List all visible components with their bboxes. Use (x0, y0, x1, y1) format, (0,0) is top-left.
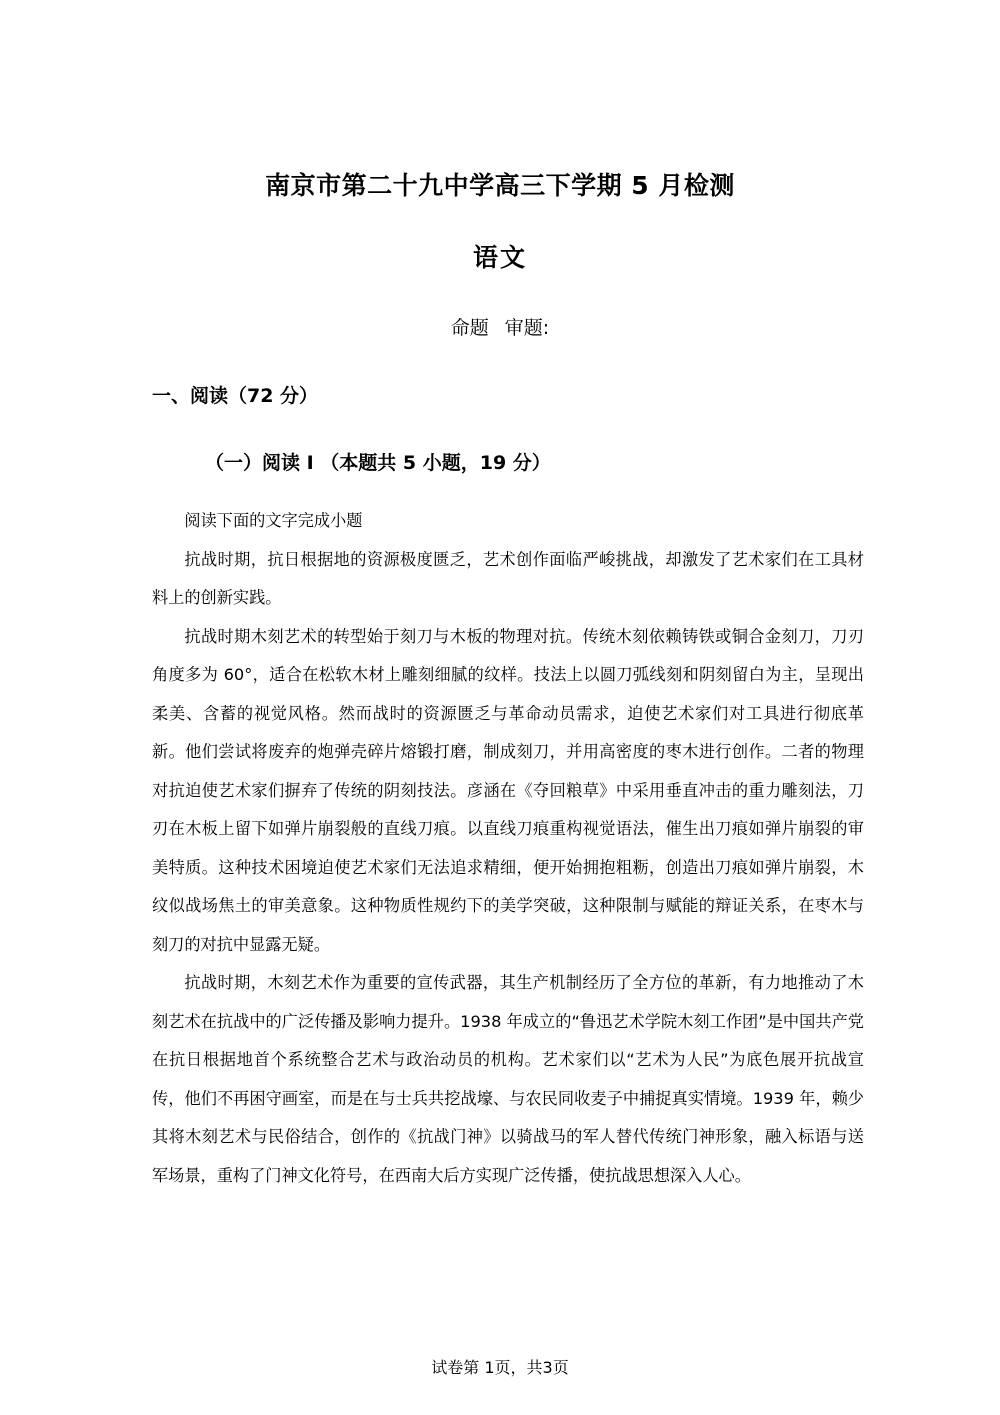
section-heading: 一、阅读（72 分） (152, 385, 319, 407)
subsection-heading: （一）阅读 I （本题共 5 小题，19 分） (205, 452, 551, 474)
reading-passage (152, 502, 864, 1195)
instruction-paragraph: 阅读下面的文字完成小题 (184, 511, 363, 530)
reviewer-label: 审题: (504, 317, 550, 339)
passage-paragraph: 抗战时期，木刻艺术作为重要的宣传武器，其生产机制经历了全方位的革新，有力地推动了木刻艺术在抗战中的广泛传播及影响力提升。1938 年成立的“鲁迅艺术学院木刻工作团”是中国共产党在抗日根据地首个系统整合艺术与政治动员的机构。艺术家们以“艺术为人民”为底色展开抗战宣传，他们不再困守画室，而是在与士兵共挖战壕、与农民同收麦子中捕捉真实情境。1939 年，赖少其将木刻艺术与民俗结合，创作的《抗战门神》以骑战马的军人替代传统门神形象，融入标语与送军场景，重构了门神文化符号，在西南大后方实现广泛传播，使抗战思想深入人心。 (152, 973, 864, 1185)
page-footer: 试卷第 1页，共3页 (431, 1358, 569, 1377)
passage-paragraph: 抗战时期木刻艺术的转型始于刻刀与木板的物理对抗。传统木刻依赖铸铁或铜合金刻刀，刀刃角度多为 60°，适合在松软木材上雕刻细腻的纹样。技法上以圆刀弧线刻和阴刻留白为主，呈现出柔美、含蓄的视觉风格。然而战时的资源匮乏与革命动员需求，迫使艺术家们对工具进行彻底革新。他们尝试将废弃的炮弹壳碎片熔锻打磨，制成刻刀，并用高密度的枣木进行创作。二者的物理对抗迫使艺术家们摒弃了传统的阴刻技法。彦涵在《夺回粮草》中采用垂直冲击的重力雕刻法，刀刃在木板上留下如弹片崩裂般的直线刀痕。以直线刀痕重构视觉语法，催生出刀痕如弹片崩裂的审美特质。这种技术困境迫使艺术家们无法追求精细，便开始拥抱粗粝，创造出刀痕如弹片崩裂，木纹似战场焦土的审美意象。这种物质性规约下的美学突破，这种限制与赋能的辩证关系，在枣木与刻刀的对抗中显露无疑。 (152, 626, 864, 954)
exam-title: 南京市第二十九中学高三下学期 5 月检测 (265, 171, 735, 200)
setter-label: 命题 (450, 317, 489, 339)
setter-reviewer-line (0, 314, 1000, 342)
passage-paragraph: 抗战时期，抗日根据地的资源极度匮乏，艺术创作面临严峻挑战，却激发了艺术家们在工具材料上的创新实践。 (152, 549, 864, 607)
subject-title: 语文 (472, 243, 527, 272)
